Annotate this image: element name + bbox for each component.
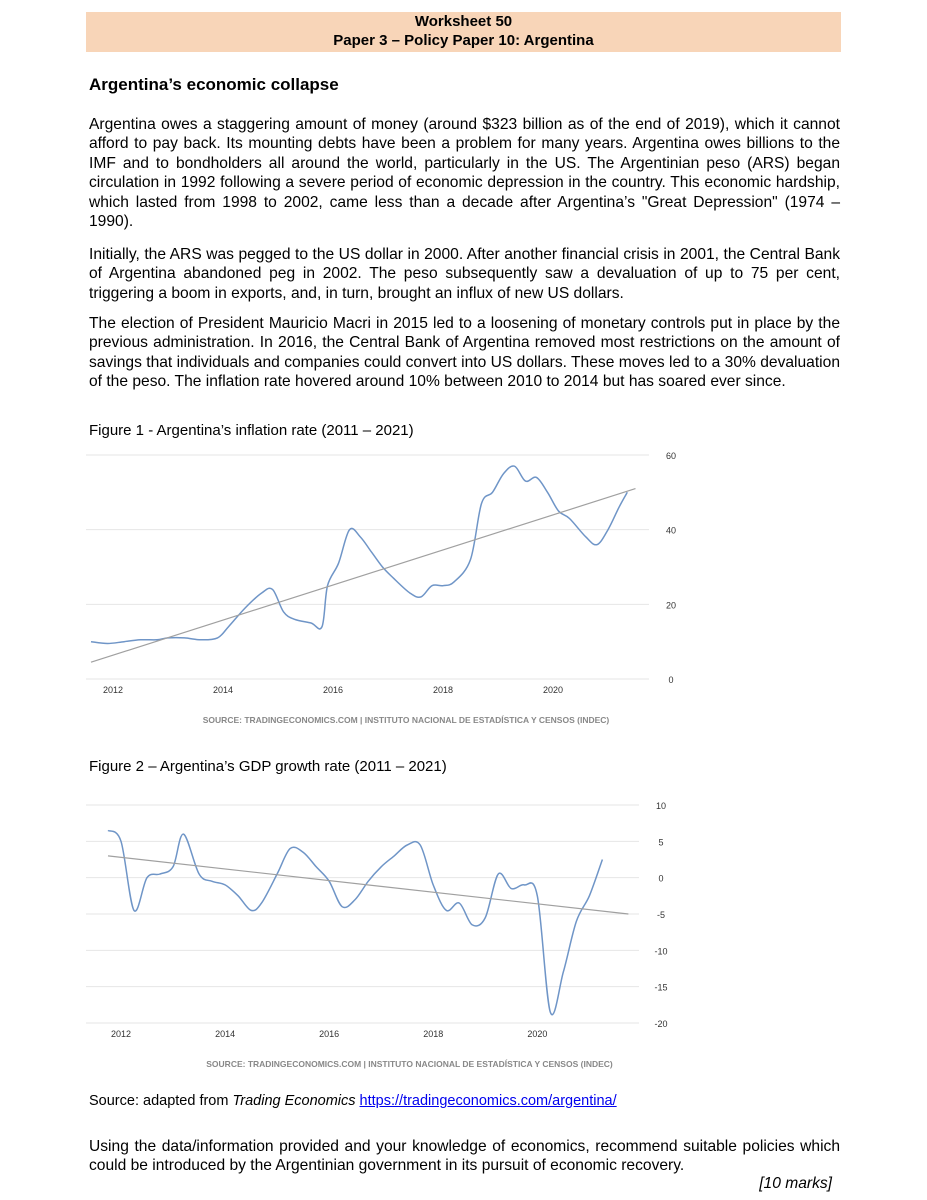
inflation-source-note: SOURCE: TRADINGECONOMICS.COM | INSTITUTO NACIONAL DE ESTADÍSTICA Y CENSOS (INDEC) xyxy=(202,715,610,725)
gdp-y-tick-label: -5 xyxy=(656,910,666,920)
inflation-y-tick-label: 20 xyxy=(665,600,676,611)
figure-2-caption: Figure 2 – Argentina’s GDP growth rate (2011 – 2021) xyxy=(89,758,447,775)
gdp-x-tick-label: 2012 xyxy=(110,1029,132,1039)
source-prefix: Source: adapted from xyxy=(89,1093,233,1109)
gdp-x-tick-label: 2020 xyxy=(527,1029,548,1039)
inflation-trend-line xyxy=(91,489,636,663)
gdp-y-tick-label: -10 xyxy=(654,946,668,957)
inflation-chart xyxy=(86,445,676,725)
gdp-trend-line xyxy=(108,856,628,914)
paragraph-1: Argentina owes a staggering amount of money (around $323 billion as of the end of 2019), which it cannot afford to pay back. Its mounting debts have been a problem for many years. Argentina owes billions to the IMF and to bondholders all around the world, particularly in the US. The Argentinian peso (ARS) began circulation in 1992 following a severe period of economic depression in the country. This economic hardship, which lasted from 1998 to 2002, came less than a decade after Argentina’s "Great Depression" (1974 – 1990). xyxy=(89,116,840,231)
question-text: Using the data/information provided and your knowledge of economics, recommend suitable policies which could be introduced by the Argentinian government in its pursuit of economic recovery. xyxy=(89,1138,840,1175)
inflation-series-line xyxy=(91,466,627,644)
source-name: Trading Economics xyxy=(232,1093,356,1109)
section-title: Argentina’s economic collapse xyxy=(89,75,339,94)
inflation-y-tick-label: 0 xyxy=(668,675,674,685)
worksheet-header xyxy=(86,12,841,52)
worksheet-subtitle: Paper 3 – Policy Paper 10: Argentina xyxy=(333,32,594,49)
marks-label: [10 marks] xyxy=(759,1175,832,1192)
inflation-x-tick-label: 2014 xyxy=(212,685,234,695)
figure-1-caption: Figure 1 - Argentina’s inflation rate (2011 – 2021) xyxy=(89,422,414,439)
gdp-y-tick-label: -20 xyxy=(654,1019,668,1029)
source-link[interactable]: https://tradingeconomics.com/argentina/ xyxy=(359,1093,617,1109)
inflation-x-tick-label: 2012 xyxy=(102,685,124,695)
gdp-source-note: SOURCE: TRADINGECONOMICS.COM | INSTITUTO NACIONAL DE ESTADÍSTICA Y CENSOS (INDEC) xyxy=(206,1059,613,1069)
gdp-y-tick-label: -15 xyxy=(654,982,668,993)
inflation-x-tick-label: 2020 xyxy=(542,685,564,695)
gdp-y-tick-label: 5 xyxy=(658,837,664,848)
worksheet-number: Worksheet 50 xyxy=(414,13,513,30)
gdp-x-tick-label: 2018 xyxy=(423,1029,444,1039)
inflation-x-tick-label: 2018 xyxy=(432,685,454,695)
gdp-growth-chart xyxy=(86,795,676,1075)
inflation-y-tick-label: 60 xyxy=(665,451,676,461)
gdp-x-tick-label: 2016 xyxy=(319,1029,340,1039)
inflation-y-tick-label: 40 xyxy=(665,525,676,536)
source-line xyxy=(89,1093,617,1109)
inflation-x-tick-label: 2016 xyxy=(322,685,344,695)
gdp-y-tick-label: 10 xyxy=(655,801,667,811)
paragraph-2: Initially, the ARS was pegged to the US dollar in 2000. After another financial crisis in 2001, the Central Bank of Argentina abandoned peg in 2002. The peso subsequently saw a devaluation of up to 75 per cent, triggering a boom in exports, and, in turn, brought an influx of new US dollars. xyxy=(89,246,840,302)
gdp-x-tick-label: 2014 xyxy=(215,1029,236,1039)
paragraph-3: The election of President Mauricio Macri in 2015 led to a loosening of monetary controls put in place by the previous administration. In 2016, the Central Bank of Argentina removed most restrictions on the amount of savings that individuals and companies could convert into US dollars. These moves led to a 30% devaluation of the peso. The inflation rate hovered around 10% between 2010 to 2014 but has soared ever since. xyxy=(89,315,840,391)
gdp-y-tick-label: 0 xyxy=(658,873,664,884)
